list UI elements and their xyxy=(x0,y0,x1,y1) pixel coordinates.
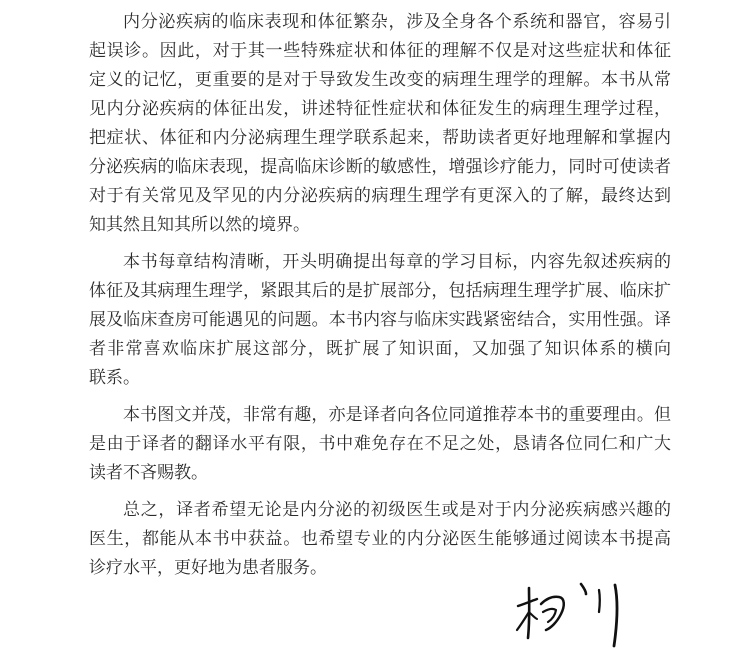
text-line: 联系。 xyxy=(89,368,140,388)
text-line: 医生，都能从本书中获益。也希望专业的内分泌医生能够通过阅读本书提高 xyxy=(89,529,671,549)
preface-body xyxy=(89,8,671,591)
paragraph-1 xyxy=(89,8,671,240)
paragraph-3 xyxy=(89,401,671,488)
text-line: 本书图文并茂，非常有趣，亦是译者向各位同道推荐本书的重要理由。但 xyxy=(123,405,671,425)
text-line: 知其然且知其所以然的境界。 xyxy=(89,215,310,235)
text-line: 本书每章结构清晰，开头明确提出每章的学习目标，内容先叙述疾病的 xyxy=(123,252,671,272)
text-line: 总之，译者希望无论是内分泌的初级医生或是对于内分泌疾病感兴趣的 xyxy=(123,500,671,520)
text-line: 起误诊。因此，对于其一些特殊症状和体征的理解不仅是对这些症状和体征 xyxy=(89,41,671,61)
paragraph-2 xyxy=(89,248,671,393)
text-line: 读者不吝赐教。 xyxy=(89,463,208,483)
text-line: 内分泌疾病的临床表现和体征繁杂，涉及全身各个系统和器官，容易引 xyxy=(123,12,671,32)
text-line: 见内分泌疾病的体征出发，讲述特征性症状和体征发生的病理生理学过程， xyxy=(89,99,671,119)
text-line: 诊疗水平，更好地为患者服务。 xyxy=(89,558,327,578)
text-line: 者非常喜欢临床扩展这部分，既扩展了知识面，又加强了知识体系的横向 xyxy=(89,339,671,359)
text-line: 把症状、体征和内分泌病理生理学联系起来，帮助读者更好地理解和掌握内 xyxy=(89,128,671,148)
text-line: 体征及其病理生理学，紧跟其后的是扩展部分，包括病理生理学扩展、临床扩 xyxy=(89,281,671,301)
text-line: 对于有关常见及罕见的内分泌疾病的病理生理学有更深入的了解，最终达到 xyxy=(89,186,671,206)
handwritten-signature xyxy=(515,582,635,652)
paragraph-4 xyxy=(89,496,671,583)
text-line: 定义的记忆，更重要的是对于导致发生改变的病理生理学的理解。本书从常 xyxy=(89,70,671,90)
text-line: 分泌疾病的临床表现，提高临床诊断的敏感性，增强诊疗能力，同时可使读者 xyxy=(89,157,671,177)
text-line: 是由于译者的翻译水平有限，书中难免存在不足之处，恳请各位同仁和广大 xyxy=(89,434,671,454)
text-line: 展及临床查房可能遇见的问题。本书内容与临床实践紧密结合，实用性强。译 xyxy=(89,310,671,330)
